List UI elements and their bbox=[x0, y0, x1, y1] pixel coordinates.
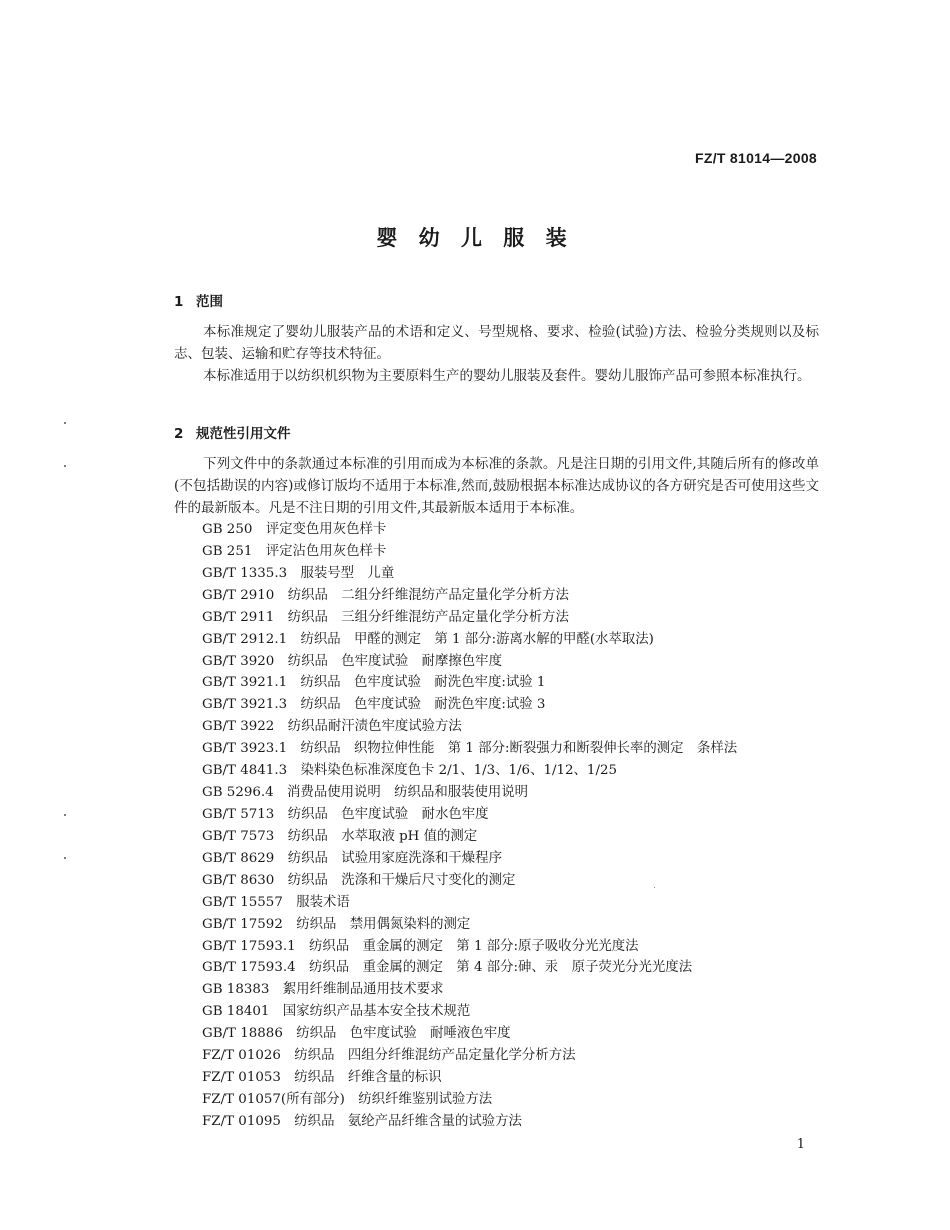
standard-code: FZ/T 81014—2008 bbox=[694, 150, 817, 166]
reference-item: GB/T 3923.1 纺织品 织物拉伸性能 第 1 部分:断裂强力和断裂伸长率的测定 条样法 bbox=[202, 741, 738, 757]
scan-speck bbox=[64, 857, 66, 859]
scan-speck bbox=[654, 887, 655, 888]
reference-item: GB/T 4841.3 染料染色标准深度色卡 2/1、1/3、1/6、1/12、1/25 bbox=[202, 763, 617, 779]
reference-item: GB/T 5713 纺织品 色牢度试验 耐水色牢度 bbox=[202, 806, 489, 822]
reference-item: GB 251 评定沾色用灰色样卡 bbox=[202, 543, 387, 559]
reference-item: GB/T 17593.4 纺织品 重金属的测定 第 4 部分:砷、汞 原子荧光分光光度法 bbox=[202, 960, 693, 976]
scope-paragraph-1: 本标准规定了婴幼儿服装产品的术语和定义、号型规格、要求、检验(试验)方法、检验分类规则以及标志、包装、运输和贮存等技术特征。 bbox=[174, 324, 819, 362]
reference-item: GB/T 15557 服装术语 bbox=[202, 894, 350, 910]
reference-item: GB 18383 絮用纤维制品通用技术要求 bbox=[202, 982, 444, 998]
scan-speck bbox=[64, 465, 66, 467]
reference-item: FZ/T 01095 纺织品 氨纶产品纤维含量的试验方法 bbox=[202, 1113, 522, 1129]
section-heading-normative-references bbox=[174, 422, 291, 442]
reference-item: GB/T 18886 纺织品 色牢度试验 耐唾液色牢度 bbox=[202, 1026, 511, 1042]
reference-item: GB/T 3921.1 纺织品 色牢度试验 耐洗色牢度:试验 1 bbox=[202, 675, 546, 691]
reference-item: GB/T 1335.3 服装号型 儿童 bbox=[202, 565, 395, 581]
reference-list bbox=[202, 519, 737, 1133]
reference-item: FZ/T 01026 纺织品 四组分纤维混纺产品定量化学分析方法 bbox=[202, 1048, 576, 1064]
reference-item: GB 18401 国家纺织产品基本安全技术规范 bbox=[202, 1004, 471, 1020]
reference-item: GB/T 3921.3 纺织品 色牢度试验 耐洗色牢度:试验 3 bbox=[202, 697, 546, 713]
reference-item: GB 250 评定变色用灰色样卡 bbox=[202, 522, 387, 537]
reference-item: GB/T 2912.1 纺织品 甲醛的测定 第 1 部分:游离水解的甲醛(水萃取法) bbox=[202, 631, 654, 647]
section-title: 范围 bbox=[196, 294, 223, 310]
reference-item: GB/T 8630 纺织品 洗涤和干燥后尺寸变化的测定 bbox=[202, 872, 516, 888]
section-number: 1 bbox=[174, 294, 184, 310]
reference-item: GB/T 7573 纺织品 水萃取液 pH 值的测定 bbox=[202, 828, 478, 844]
document-title: 婴 幼 儿 服 装 bbox=[376, 226, 574, 250]
reference-item: GB/T 8629 纺织品 试验用家庭洗涤和干燥程序 bbox=[202, 850, 502, 866]
reference-item: FZ/T 01057(所有部分) 纺织纤维鉴别试验方法 bbox=[202, 1091, 493, 1107]
reference-item: FZ/T 01053 纺织品 纤维含量的标识 bbox=[202, 1070, 442, 1086]
scope-paragraph-2: 本标准适用于以纺织机织物为主要原料生产的婴幼儿服装及套件。婴幼儿服饰产品可参照本标准执行。 bbox=[203, 368, 811, 384]
reference-item: GB/T 2910 纺织品 二组分纤维混纺产品定量化学分析方法 bbox=[202, 587, 569, 603]
reference-item: GB/T 3920 纺织品 色牢度试验 耐摩擦色牢度 bbox=[202, 653, 502, 669]
reference-item: GB/T 3922 纺织品耐汗渍色牢度试验方法 bbox=[202, 719, 462, 735]
references-intro-paragraph: 下列文件中的条款通过本标准的引用而成为本标准的条款。凡是注日期的引用文件,其随后所有的修改单(不包括勘误的内容)或修订版均不适用于本标准,然而,鼓励根据本标准达成协议的各方研究是否可使用这些文件的最新版本。凡是不注日期的引用文件,其最新版本适用于本标准。 bbox=[174, 456, 819, 516]
reference-item: GB/T 17593.1 纺织品 重金属的测定 第 1 部分:原子吸收分光光度法 bbox=[202, 938, 639, 954]
scan-speck bbox=[64, 814, 66, 816]
section-heading-scope bbox=[174, 290, 223, 310]
reference-item: GB/T 17592 纺织品 禁用偶氮染料的测定 bbox=[202, 916, 471, 932]
reference-item: GB 5296.4 消费品使用说明 纺织品和服装使用说明 bbox=[202, 785, 529, 801]
page-number: 1 bbox=[796, 1137, 805, 1152]
section-title: 规范性引用文件 bbox=[196, 426, 291, 442]
reference-item: GB/T 2911 纺织品 三组分纤维混纺产品定量化学分析方法 bbox=[202, 609, 569, 625]
section-number: 2 bbox=[174, 426, 184, 442]
scan-speck bbox=[64, 422, 66, 424]
